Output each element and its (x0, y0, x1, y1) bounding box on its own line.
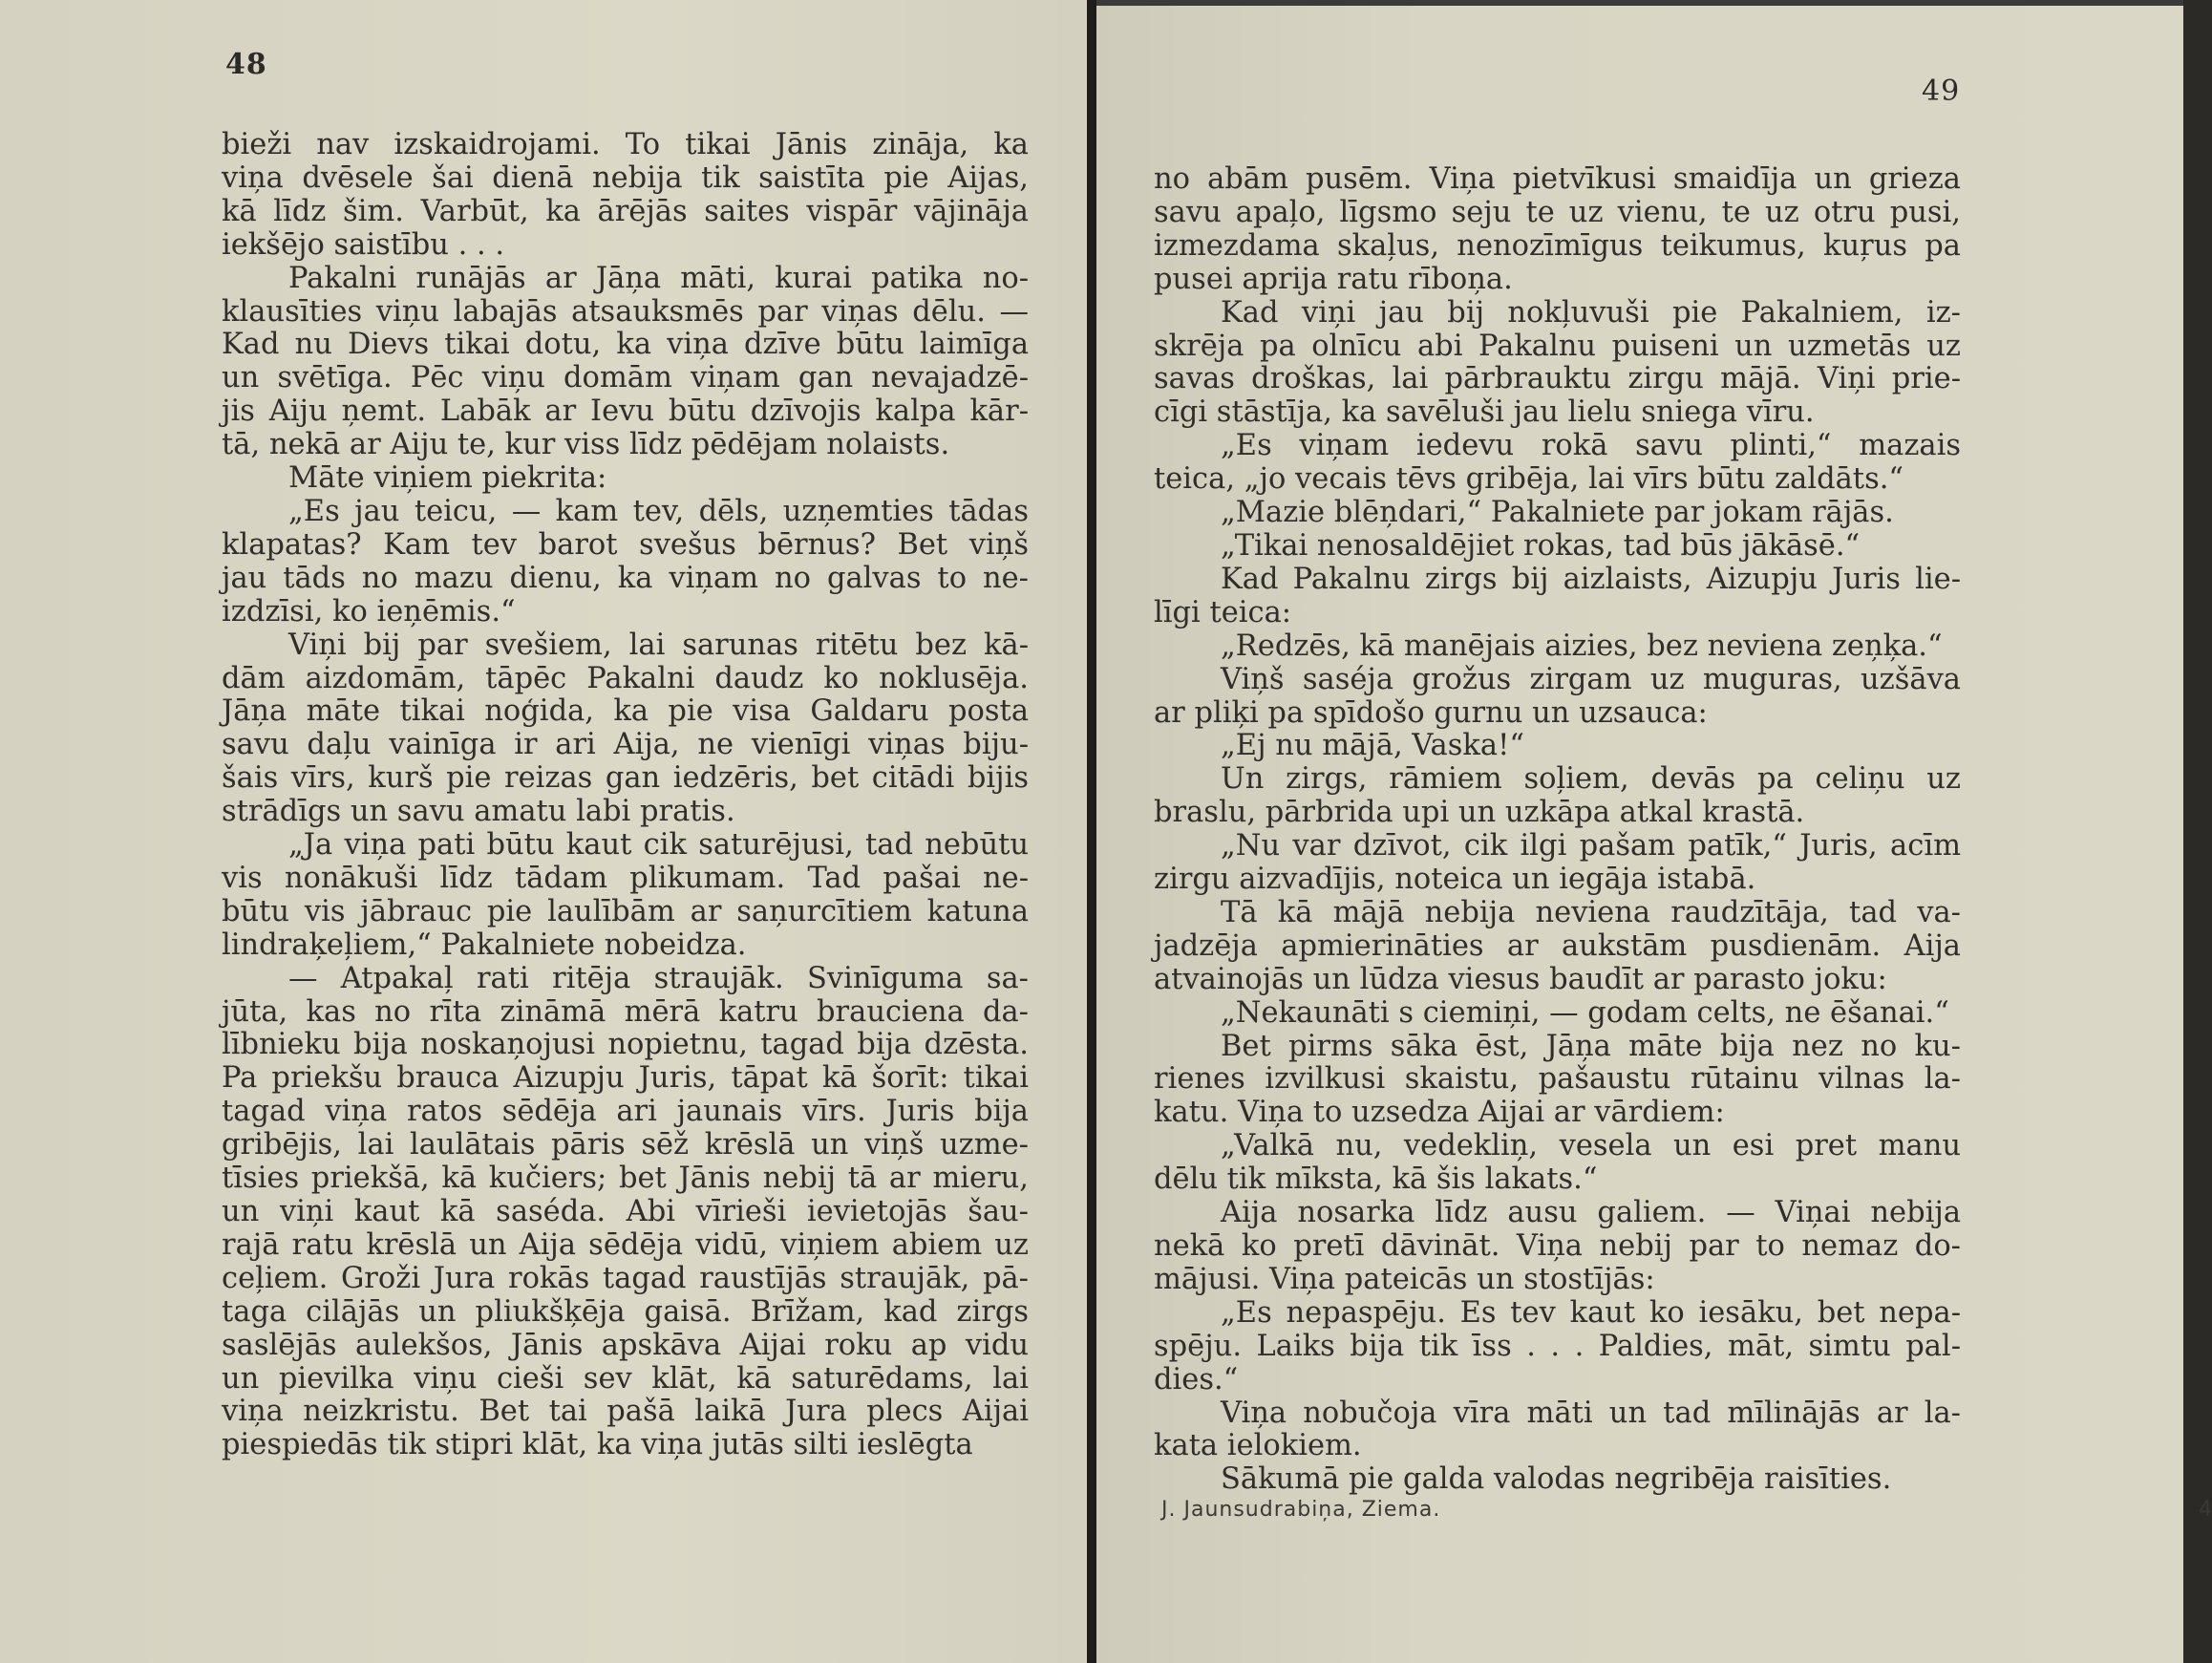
text-line: bieži nav izskaidrojami. To tikai Jānis zināja, ka (222, 128, 1029, 161)
text-line: cīgi stāstīja, ka savēluši jau lielu sniega vīru. (1154, 395, 1815, 430)
text-line: Viņa nobučoja vīra māti un tad mīlinājās ar la- (1221, 1396, 1961, 1430)
text-line: un viņi kaut kā saséda. Abi vīrieši ievietojās šau- (222, 1195, 1029, 1228)
text-line: būtu vis jābrauc pie laulībām ar saņurcītiem katuna (222, 894, 1029, 928)
text-line: „Nu var dzīvot, cik ilgi pašam patīk,“ Juris, acīm (1221, 829, 1961, 863)
text-line: vis nonākuši līdz tādam plikumam. Tad pašai ne- (222, 861, 1029, 895)
text-line: taga cilājās un pliukšķēja gaisā. Brīžam, kad zirgs (222, 1294, 1029, 1329)
text-line: jau tāds no mazu dienu, ka viņam no galvas to ne- (222, 561, 1029, 595)
text-line: „Es jau teicu, — kam tev, dēls, uzņemties tādas (288, 494, 1029, 528)
text-line: no abām pusēm. Viņa pietvīkusi smaidīja un grieza (1154, 162, 1961, 196)
text-line: spēju. Laiks bija tik īss . . . Paldies, māt, simtu pal- (1154, 1329, 1961, 1363)
text-line: izmezdama skaļus, nenozīmīgus teikumus, kuŗus pa (1154, 228, 1961, 263)
page-number: 49 (1922, 75, 1961, 108)
text-line: Māte viņiem piekrita: (288, 461, 607, 496)
text-line: mājusi. Viņa pateicās un stostījās: (1154, 1262, 1655, 1296)
text-line: jis Aiju ņemt. Labāk ar Ievu būtu dzīvojis kalpa kār- (222, 394, 1029, 429)
text-line: jūta, kas no rīta zināmā mērā katru brauciena da- (222, 994, 1029, 1029)
text-line: gribējis, lai laulātais pāris sēž krēslā un viņš uzme- (222, 1128, 1029, 1162)
text-line: līgi teica: (1154, 595, 1292, 629)
text-line: „Es nepaspēju. Es tev kaut ko iesāku, bet nepa- (1221, 1295, 1961, 1330)
text-line: Viņš saséja grožus zirgam uz muguras, uzšāva (1221, 662, 1961, 696)
text-line: tagad viņa ratos sēdēja ari jaunais vīrs. Juris bija (222, 1095, 1029, 1129)
text-line: „Tikai nenosaldējiet rokas, tad būs jākāsē.“ (1221, 528, 1861, 563)
text-line: jadzēja apmierināties ar aukstām pusdienām. Aija (1154, 928, 1961, 963)
text-line: — Atpakaļ rati ritēja straujāk. Svinīguma sa- (288, 961, 1029, 995)
text-line: „Mazie blēņdari,“ Pakalniete par jokam rājās. (1221, 496, 1894, 530)
text-line: Pakalni runājās ar Jāņa māti, kurai patika no- (288, 261, 1029, 295)
text-line: Viņi bij par svešiem, lai sarunas ritētu bez kā- (288, 628, 1029, 662)
text-line: Pa priekšu brauca Aizupju Juris, tāpat kā šorīt: tikai (222, 1061, 1029, 1096)
page-text (222, 129, 1029, 1462)
text-line: „Redzēs, kā manējais aizies, bez neviena zeņķa.“ (1221, 629, 1943, 663)
text-line: klapatas? Kam tev barot svešus bērnus? Bet viņš (222, 527, 1029, 562)
text-line: nekā ko pretī dāvināt. Viņa nebij par to nemaz do- (1154, 1229, 1961, 1263)
text-line: skrēja pa olnīcu abi Pakalnu puiseni un uzmetās uz (1154, 329, 1961, 363)
right-page (1096, 0, 2212, 1663)
text-line: dies.“ (1154, 1362, 1239, 1396)
left-page (0, 0, 1089, 1663)
text-line: Tā kā mājā nebija neviena raudzītāja, tad va- (1221, 895, 1961, 929)
text-line: „Nekaunāti s ciemiņi, — godam celts, ne ēšanai.“ (1221, 995, 1949, 1030)
text-line: atvainojās un lūdza viesus baudīt ar parasto joku: (1154, 962, 1887, 996)
text-line: rajā ratu krēslā un Aija sēdēja vidū, viņiem abiem uz (222, 1227, 1029, 1262)
text-line: dām aizdomām, tāpēc Pakalni daudz ko noklusēja. (222, 661, 1029, 695)
page-text (1154, 163, 1961, 1497)
text-line: strādīgs un savu amatu labi pratis. (222, 795, 735, 829)
text-line: „Valkā nu, vedekliņ, vesela un esi pret manu (1221, 1129, 1961, 1163)
text-line: piespiedās tik stipri klāt, ka viņa jutās silti ieslēgta (222, 1428, 973, 1462)
text-line: izdzīsi, ko ieņēmis.“ (222, 594, 516, 629)
text-line: „Es viņam iedevu rokā savu plinti,“ mazais (1221, 429, 1961, 463)
text-line: Un zirgs, rāmiem soļiem, devās pa celiņu uz (1221, 762, 1961, 797)
text-line: šais vīrs, kurš pie reizas gan iedzēris, bet citādi bijis (222, 761, 1029, 796)
text-line: katu. Viņa to uzsedza Aijai ar vārdiem: (1154, 1096, 1725, 1130)
text-line: un svētīga. Pēc viņu domām viņam gan nevajadzē- (222, 361, 1029, 395)
text-line: tā, nekā ar Aiju te, kur viss līdz pēdējam nolaists. (222, 428, 950, 462)
text-line: klausīties viņu labajās atsauksmēs par viņas dēlu. — (222, 294, 1029, 329)
text-line: „Ja viņa pati būtu kaut cik saturējusi, tad nebūtu (288, 828, 1029, 863)
text-line: savu daļu vainīga ir ari Aija, ne vienīgi viņas biju- (222, 728, 1029, 762)
text-line: braslu, pārbrida upi un uzkāpa atkal krastā. (1154, 796, 1805, 830)
text-line: Sākumā pie galda valodas negribēja raisīties. (1221, 1462, 1892, 1497)
page-number: 48 (225, 48, 267, 81)
text-line: kā līdz šim. Varbūt, ka ārējās saites vispār vājināja (222, 194, 1029, 228)
text-line: Kad viņi jau bij nokļuvuši pie Pakalniem, iz- (1221, 295, 1961, 330)
text-line: teica, „jo vecais tēvs gribēja, lai vīrs būtu zaldāts.“ (1154, 462, 1904, 497)
text-line: pusei aprija ratu rīboņa. (1154, 262, 1513, 296)
text-line: Aija nosarka līdz ausu galiem. — Viņai nebija (1221, 1196, 1961, 1230)
text-line: lībnieku bija noskaņojusi nopietnu, tagad bija dzēsta. (222, 1028, 1029, 1062)
footer-author: J. Jaunsudrabiņa, Ziema. (1161, 1498, 1441, 1522)
text-line: Kad nu Dievs tikai dotu, ka viņa dzīve būtu laimīga (222, 328, 1029, 362)
text-line: Bet pirms sāka ēst, Jāņa māte bija nez no ku- (1221, 1029, 1961, 1063)
text-line: zirgu aizvadījis, noteica un iegāja istabā. (1154, 863, 1756, 897)
text-line: „Ej nu mājā, Vaska!“ (1221, 729, 1524, 763)
text-line: un pievilka viņu cieši sev klāt, kā saturēdams, lai (222, 1361, 1029, 1396)
text-line: rienes izvilkusi skaistu, pašaustu rūtainu vilnas la- (1154, 1062, 1961, 1097)
text-line: kata ielokiem. (1154, 1429, 1362, 1463)
text-line: Kad Pakalnu zirgs bij aizlaists, Aizupju Juris lie- (1221, 562, 1961, 596)
text-line: iekšējo saistību . . . (222, 227, 505, 262)
text-line: savas droškas, lai pārbrauktu zirgu mājā. Viņi prie- (1154, 362, 1961, 396)
text-line: ceļiem. Groži Jura rokās tagad raustījās straujāk, pā- (222, 1261, 1029, 1295)
text-line: Jāņa māte tikai noģida, ka pie visa Galdaru posta (222, 694, 1029, 729)
text-line: tīsies priekšā, kā kučiers; bet Jānis nebij tā ar mieru, (222, 1162, 1029, 1196)
text-line: viņa dvēsele šai dienā nebija tik saistīta pie Aijas, (222, 160, 1029, 195)
text-line: saslējās aulekšos, Jānis apskāva Aijai roku ap vidu (222, 1328, 1029, 1362)
text-line: savu apaļo, līgsmo seju te uz vienu, te uz otru pusi, (1154, 195, 1961, 229)
text-line: ar pliķi pa spīdošo gurnu un uzsauca: (1154, 695, 1708, 730)
footer-signature: 4 (2199, 1498, 2212, 1522)
text-line: lindraķeļiem,“ Pakalniete nobeidza. (222, 927, 747, 962)
text-line: viņa neizkristu. Bet tai pašā laikā Jura plecs Aijai (222, 1395, 1029, 1429)
text-line: dēlu tik mīksta, kā šis lakats.“ (1154, 1162, 1598, 1197)
